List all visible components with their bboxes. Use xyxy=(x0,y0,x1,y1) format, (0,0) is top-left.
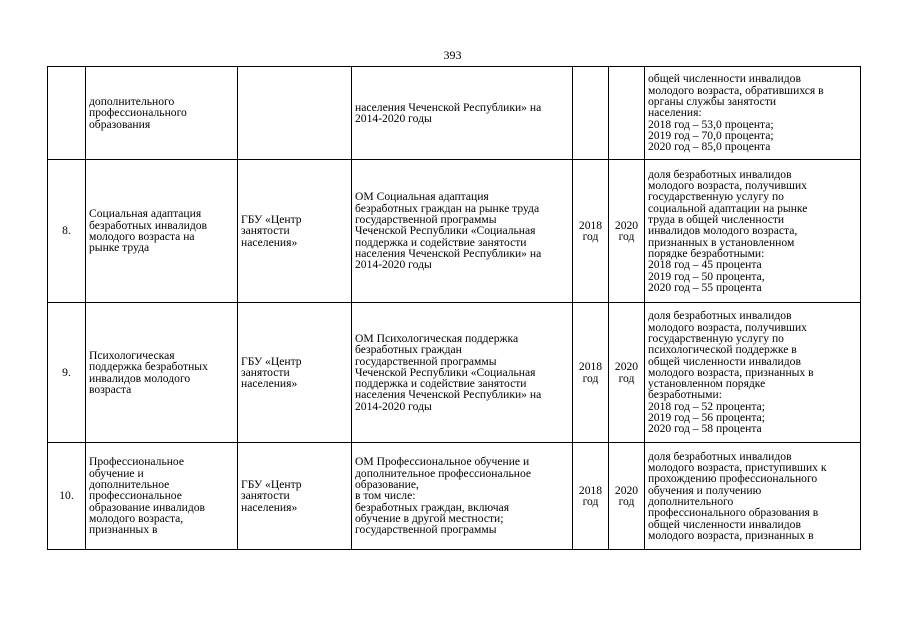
indicator-line: признанных в установленном xyxy=(648,235,795,249)
indicator-line: молодого возраста, получивших xyxy=(648,320,807,334)
executor-line: ГБУ «Центр xyxy=(241,478,302,492)
program-line: поддержка и содействие занятости xyxy=(355,235,527,249)
program-line: государственной программы xyxy=(355,523,497,537)
indicator-line: порядке безработными: xyxy=(648,246,765,260)
start-year-line: 2018 xyxy=(578,483,603,497)
event-cell xyxy=(86,303,238,443)
executor-cell xyxy=(238,443,352,550)
program-line: поддержка и содействие занятости xyxy=(355,377,527,391)
indicator-line: 2020 год – 85,0 процента xyxy=(648,140,771,154)
executor-cell xyxy=(238,67,352,160)
indicator-line: 2018 год – 52 процента; xyxy=(648,399,765,413)
event-cell xyxy=(86,67,238,160)
event-line: дополнительное xyxy=(89,478,170,492)
program-line: ОМ Профессиональное обучение и xyxy=(355,455,530,469)
measures-table xyxy=(47,66,861,550)
end-year-line: 2020 xyxy=(614,483,639,497)
indicator-line: органы службы занятости xyxy=(648,95,777,109)
start-year-line: 2018 xyxy=(578,360,603,374)
start-year-line: 2018 xyxy=(578,218,603,232)
event-line: обучение и xyxy=(89,466,144,480)
indicator-line: установленном порядке xyxy=(648,377,766,391)
indicator-line: психологической поддержке в xyxy=(648,343,797,357)
start-year-line: год xyxy=(582,495,599,508)
row-number-cell xyxy=(48,67,86,160)
end-year-line: год xyxy=(618,230,635,243)
program-line: обучение в другой местности; xyxy=(355,511,504,525)
program-line: ОМ Социальная адаптация xyxy=(355,190,489,204)
indicator-line: доля безработных инвалидов xyxy=(648,167,792,181)
event-line: признанных в xyxy=(89,523,158,537)
event-line: Психологическая xyxy=(89,348,175,362)
program-line: населения Чеченской Республики» на xyxy=(355,388,542,402)
end-year-cell xyxy=(609,303,645,443)
program-line: безработных граждан, включая xyxy=(355,500,510,514)
event-line: образования xyxy=(89,117,151,131)
indicator-line: прохождению профессионального xyxy=(648,472,818,486)
event-cell xyxy=(86,443,238,550)
indicator-line: доля безработных инвалидов xyxy=(648,449,792,463)
event-cell xyxy=(86,160,238,303)
indicator-cell xyxy=(645,67,861,160)
event-line: инвалидов молодого xyxy=(89,371,191,385)
start-year-line: год xyxy=(582,230,599,243)
indicator-line: 2020 год – 58 процента xyxy=(648,422,762,436)
program-line: государственной программы xyxy=(355,213,497,227)
indicator-line: молодого возраста, приступивших к xyxy=(648,461,827,475)
executor-line: населения» xyxy=(241,500,298,514)
event-line: Профессиональное xyxy=(89,455,185,469)
event-line: дополнительного xyxy=(89,95,175,109)
indicator-cell xyxy=(645,443,861,550)
indicator-line: инвалидов молодого возраста, xyxy=(648,224,798,238)
event-line: возраста xyxy=(89,382,132,396)
program-cell xyxy=(352,67,573,160)
start-year-cell xyxy=(573,303,609,443)
event-line: молодого возраста, xyxy=(89,511,184,525)
indicator-line: 2019 год – 56 процента; xyxy=(648,411,765,425)
indicator-line: доля безработных инвалидов xyxy=(648,309,792,323)
executor-line: ГБУ «Центр xyxy=(241,354,302,368)
program-cell xyxy=(352,160,573,303)
end-year-cell xyxy=(609,67,645,160)
program-line: безработных граждан на рынке труда xyxy=(355,201,540,215)
indicator-line: 2018 год – 45 процента xyxy=(648,258,762,272)
program-line: 2014-2020 годы xyxy=(355,112,432,125)
indicator-line: профессионального образования в xyxy=(648,506,819,520)
table-row xyxy=(48,160,861,303)
indicator-line: молодого возраста, признанных в xyxy=(648,365,814,379)
executor-cell xyxy=(238,160,352,303)
indicator-line: труда в общей численности xyxy=(648,213,785,227)
event-line: профессиональное xyxy=(89,489,182,503)
event-line: поддержка безработных xyxy=(89,360,208,374)
program-cell xyxy=(352,443,573,550)
table-row xyxy=(48,67,861,160)
start-year-cell xyxy=(573,67,609,160)
executor-line: занятости xyxy=(241,489,290,503)
program-line: 2014-2020 годы xyxy=(355,258,432,272)
executor-line: занятости xyxy=(241,224,290,238)
executor-line: населения» xyxy=(241,377,298,391)
program-line: дополнительное профессиональное xyxy=(355,466,532,480)
indicator-cell xyxy=(645,160,861,303)
event-line: рынке труда xyxy=(89,241,150,255)
indicator-line: общей численности инвалидов xyxy=(648,517,801,531)
end-year-line: год xyxy=(618,371,635,385)
indicator-line: общей численности инвалидов xyxy=(648,72,801,86)
table-row xyxy=(48,303,861,443)
indicator-line: 2019 год – 50 процента, xyxy=(648,269,765,283)
indicator-line: 2019 год – 70,0 процента; xyxy=(648,128,774,142)
program-line: населения Чеченской Республики» на xyxy=(355,100,542,114)
start-year-cell xyxy=(573,443,609,550)
executor-line: занятости xyxy=(241,365,290,379)
executor-line: ГБУ «Центр xyxy=(241,213,302,227)
program-line: безработных граждан xyxy=(355,343,462,357)
indicator-line: безработными: xyxy=(648,388,722,402)
indicator-line: обучения и получению xyxy=(648,483,762,497)
end-year-cell xyxy=(609,160,645,303)
row-number-cell: 10. xyxy=(48,443,86,550)
indicator-line: молодого возраста, обратившихся в xyxy=(648,83,824,97)
program-line: образование, xyxy=(355,478,419,492)
program-line: 2014-2020 годы xyxy=(355,399,432,413)
program-line: Чеченской Республики «Социальная xyxy=(355,365,536,379)
indicator-line: молодого возраста, получивших xyxy=(648,179,807,193)
executor-line: населения» xyxy=(241,235,298,249)
indicator-line: социальной адаптации на рынке xyxy=(648,201,808,215)
executor-cell xyxy=(238,303,352,443)
event-line: безработных инвалидов xyxy=(89,218,207,232)
program-line: Чеченской Республики «Социальная xyxy=(355,224,536,238)
indicator-line: 2018 год – 53,0 процента; xyxy=(648,117,774,131)
end-year-line: год xyxy=(618,495,635,508)
page-number: 393 xyxy=(443,48,462,62)
event-line: образование инвалидов xyxy=(89,500,206,514)
indicator-line: дополнительного xyxy=(648,495,734,508)
indicator-line: государственную услугу по xyxy=(648,331,784,345)
event-line: молодого возраста на xyxy=(89,230,195,243)
row-number-cell: 9. xyxy=(48,303,86,443)
indicator-line: общей численности инвалидов xyxy=(648,354,801,368)
indicator-line: молодого возраста, признанных в xyxy=(648,528,814,542)
end-year-line: 2020 xyxy=(614,360,639,374)
start-year-line: год xyxy=(582,371,599,385)
event-line: Социальная адаптация xyxy=(89,207,202,221)
end-year-line: 2020 xyxy=(614,218,639,232)
table-row xyxy=(48,443,861,550)
program-line: ОМ Психологическая поддержка xyxy=(355,331,519,345)
row-number-cell: 8. xyxy=(48,160,86,303)
indicator-line: населения: xyxy=(648,106,702,120)
program-line: населения Чеченской Республики» на xyxy=(355,246,542,260)
event-line: профессионального xyxy=(89,106,187,120)
program-line: в том числе: xyxy=(355,489,416,503)
end-year-cell xyxy=(609,443,645,550)
program-cell xyxy=(352,303,573,443)
indicator-cell xyxy=(645,303,861,443)
program-line: государственной программы xyxy=(355,354,497,368)
indicator-line: государственную услугу по xyxy=(648,190,784,204)
start-year-cell xyxy=(573,160,609,303)
indicator-line: 2020 год – 55 процента xyxy=(648,280,762,294)
